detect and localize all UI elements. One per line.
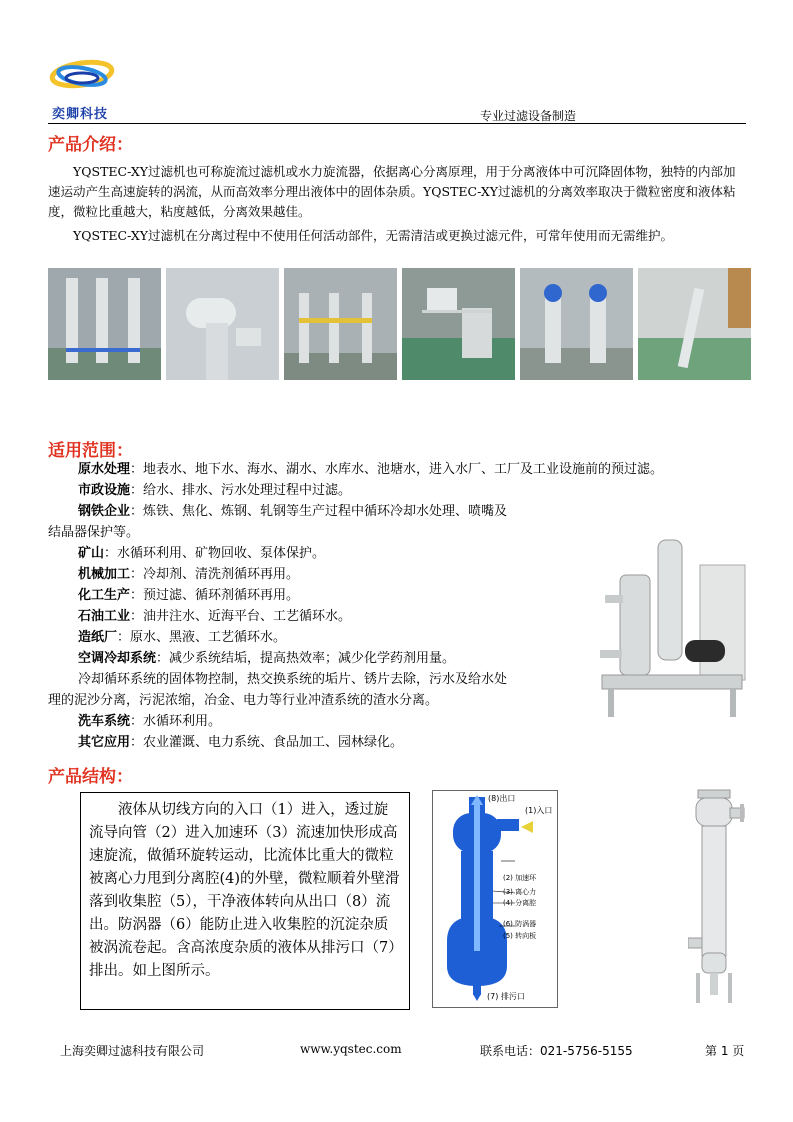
scope-item: 市政设施：给水、排水、污水处理过程中过滤。 bbox=[78, 483, 352, 498]
footer-website: www.yqstec.com bbox=[300, 1042, 402, 1056]
diagram-label-outlet: (8)出口 bbox=[488, 794, 516, 803]
diagram-label-inlet: (1)入口 bbox=[525, 806, 553, 815]
scope-item: 原水处理：地表水、地下水、海水、湖水、水库水、池塘水，进入水厂、工厂及工业设施前的预过滤。 bbox=[78, 462, 664, 477]
intro-paragraph-1: YQSTEC-XY过滤机也可称旋流过滤机或水力旋流器，依据离心分离原理，用于分离液体中可沉降固体物，独特的内部加速运动产生高速旋转的涡流，从而高效率分理出液体中的固体杂质。YQSTEC-XY过滤机的分离效率取决于微粒密度和液体粘度，微粒比重越大，粘度越低，分离效果越佳。 bbox=[48, 164, 736, 219]
header-divider bbox=[48, 123, 746, 124]
single-unit-image bbox=[688, 788, 748, 1008]
intro-heading: 产品介绍： bbox=[48, 135, 133, 155]
product-photo-5 bbox=[520, 268, 633, 380]
diagram-label-accel-ring: (2) 加速环 bbox=[503, 874, 537, 882]
scope-item: 造纸厂：原水、黑液、工艺循环水。 bbox=[78, 630, 287, 645]
diagram-label-turning-plate: (5) 转向板 bbox=[503, 932, 537, 940]
scope-item: 钢铁企业：炼铁、焦化、炼钢、轧钢等生产过程中循环冷却水处理、喷嘴及 bbox=[78, 504, 508, 519]
scope-item: 理的泥沙分离，污泥浓缩，冶金、电力等行业冲渣系统的渣水分离。 bbox=[48, 693, 439, 708]
scope-item: 洗车系统：水循环利用。 bbox=[78, 714, 222, 729]
structure-heading: 产品结构： bbox=[48, 767, 133, 787]
scope-heading: 适用范围： bbox=[48, 441, 133, 461]
product-photo-4 bbox=[402, 268, 515, 380]
footer-company: 上海奕卿过滤科技有限公司 bbox=[60, 1044, 205, 1058]
footer-page-number: 第 1 页 bbox=[705, 1044, 745, 1058]
logo-text: 奕卿科技 bbox=[52, 107, 109, 122]
scope-item: 结晶器保护等。 bbox=[48, 525, 140, 540]
product-photo-3 bbox=[284, 268, 397, 380]
scope-item: 化工生产：预过滤、循环剂循环再用。 bbox=[78, 588, 300, 603]
scope-item: 石油工业：油井注水、近海平台、工艺循环水。 bbox=[78, 609, 352, 624]
product-photo-2 bbox=[166, 268, 279, 380]
logo-swoosh-icon bbox=[48, 52, 116, 102]
scope-item: 冷却循环系统的固体物控制，热交换系统的垢片、锈片去除，污水及给水处 bbox=[78, 672, 508, 687]
structure-description-box bbox=[80, 792, 410, 1010]
diagram-label-centrifugal: (3) 离心力 bbox=[503, 888, 537, 896]
diagram-label-separation: (4) 分离腔 bbox=[503, 899, 537, 907]
product-photo-6 bbox=[638, 268, 751, 380]
intro-paragraph-2: YQSTEC-XY过滤机在分离过程中不使用任何活动部件，无需清洁或更换过滤元件，可常年使用而无需维护。 bbox=[73, 228, 674, 243]
header-tagline: 专业过滤设备制造 bbox=[480, 109, 577, 123]
skid-equipment-image bbox=[590, 535, 750, 720]
footer-phone: 联系电话：021-5756-5155 bbox=[480, 1044, 633, 1058]
scope-item: 其它应用：农业灌溉、电力系统、食品加工、园林绿化。 bbox=[78, 735, 404, 750]
scope-item: 空调冷却系统：减少系统结垢，提高热效率；减少化学药剂用量。 bbox=[78, 651, 456, 666]
scope-item: 矿山：水循环利用、矿物回收、泵体保护。 bbox=[78, 546, 326, 561]
structure-diagram bbox=[432, 790, 558, 1008]
diagram-label-anti-vortex: (6) 防涡器 bbox=[503, 920, 537, 928]
structure-description: 液体从切线方向的入口（1）进入，透过旋流导向管（2）进入加速环（3）流速加快形成高速旋流，做循环旋转运动，比流体比重大的微粒被离心力甩到分离腔(4)的外壁，微粒顺着外壁滑落到收集腔（5），干净液体转向从出口（8）流出。防涡器（6）能防止进入收集腔的沉淀杂质被涡流卷起。含高浓度杂质的液体从排污口（7）排出。如上图所示。 bbox=[89, 802, 400, 979]
scope-item: 机械加工：冷却剂、清洗剂循环再用。 bbox=[78, 567, 300, 582]
diagram-label-drain: (7) 排污口 bbox=[487, 992, 525, 1001]
product-photo-1 bbox=[48, 268, 161, 380]
